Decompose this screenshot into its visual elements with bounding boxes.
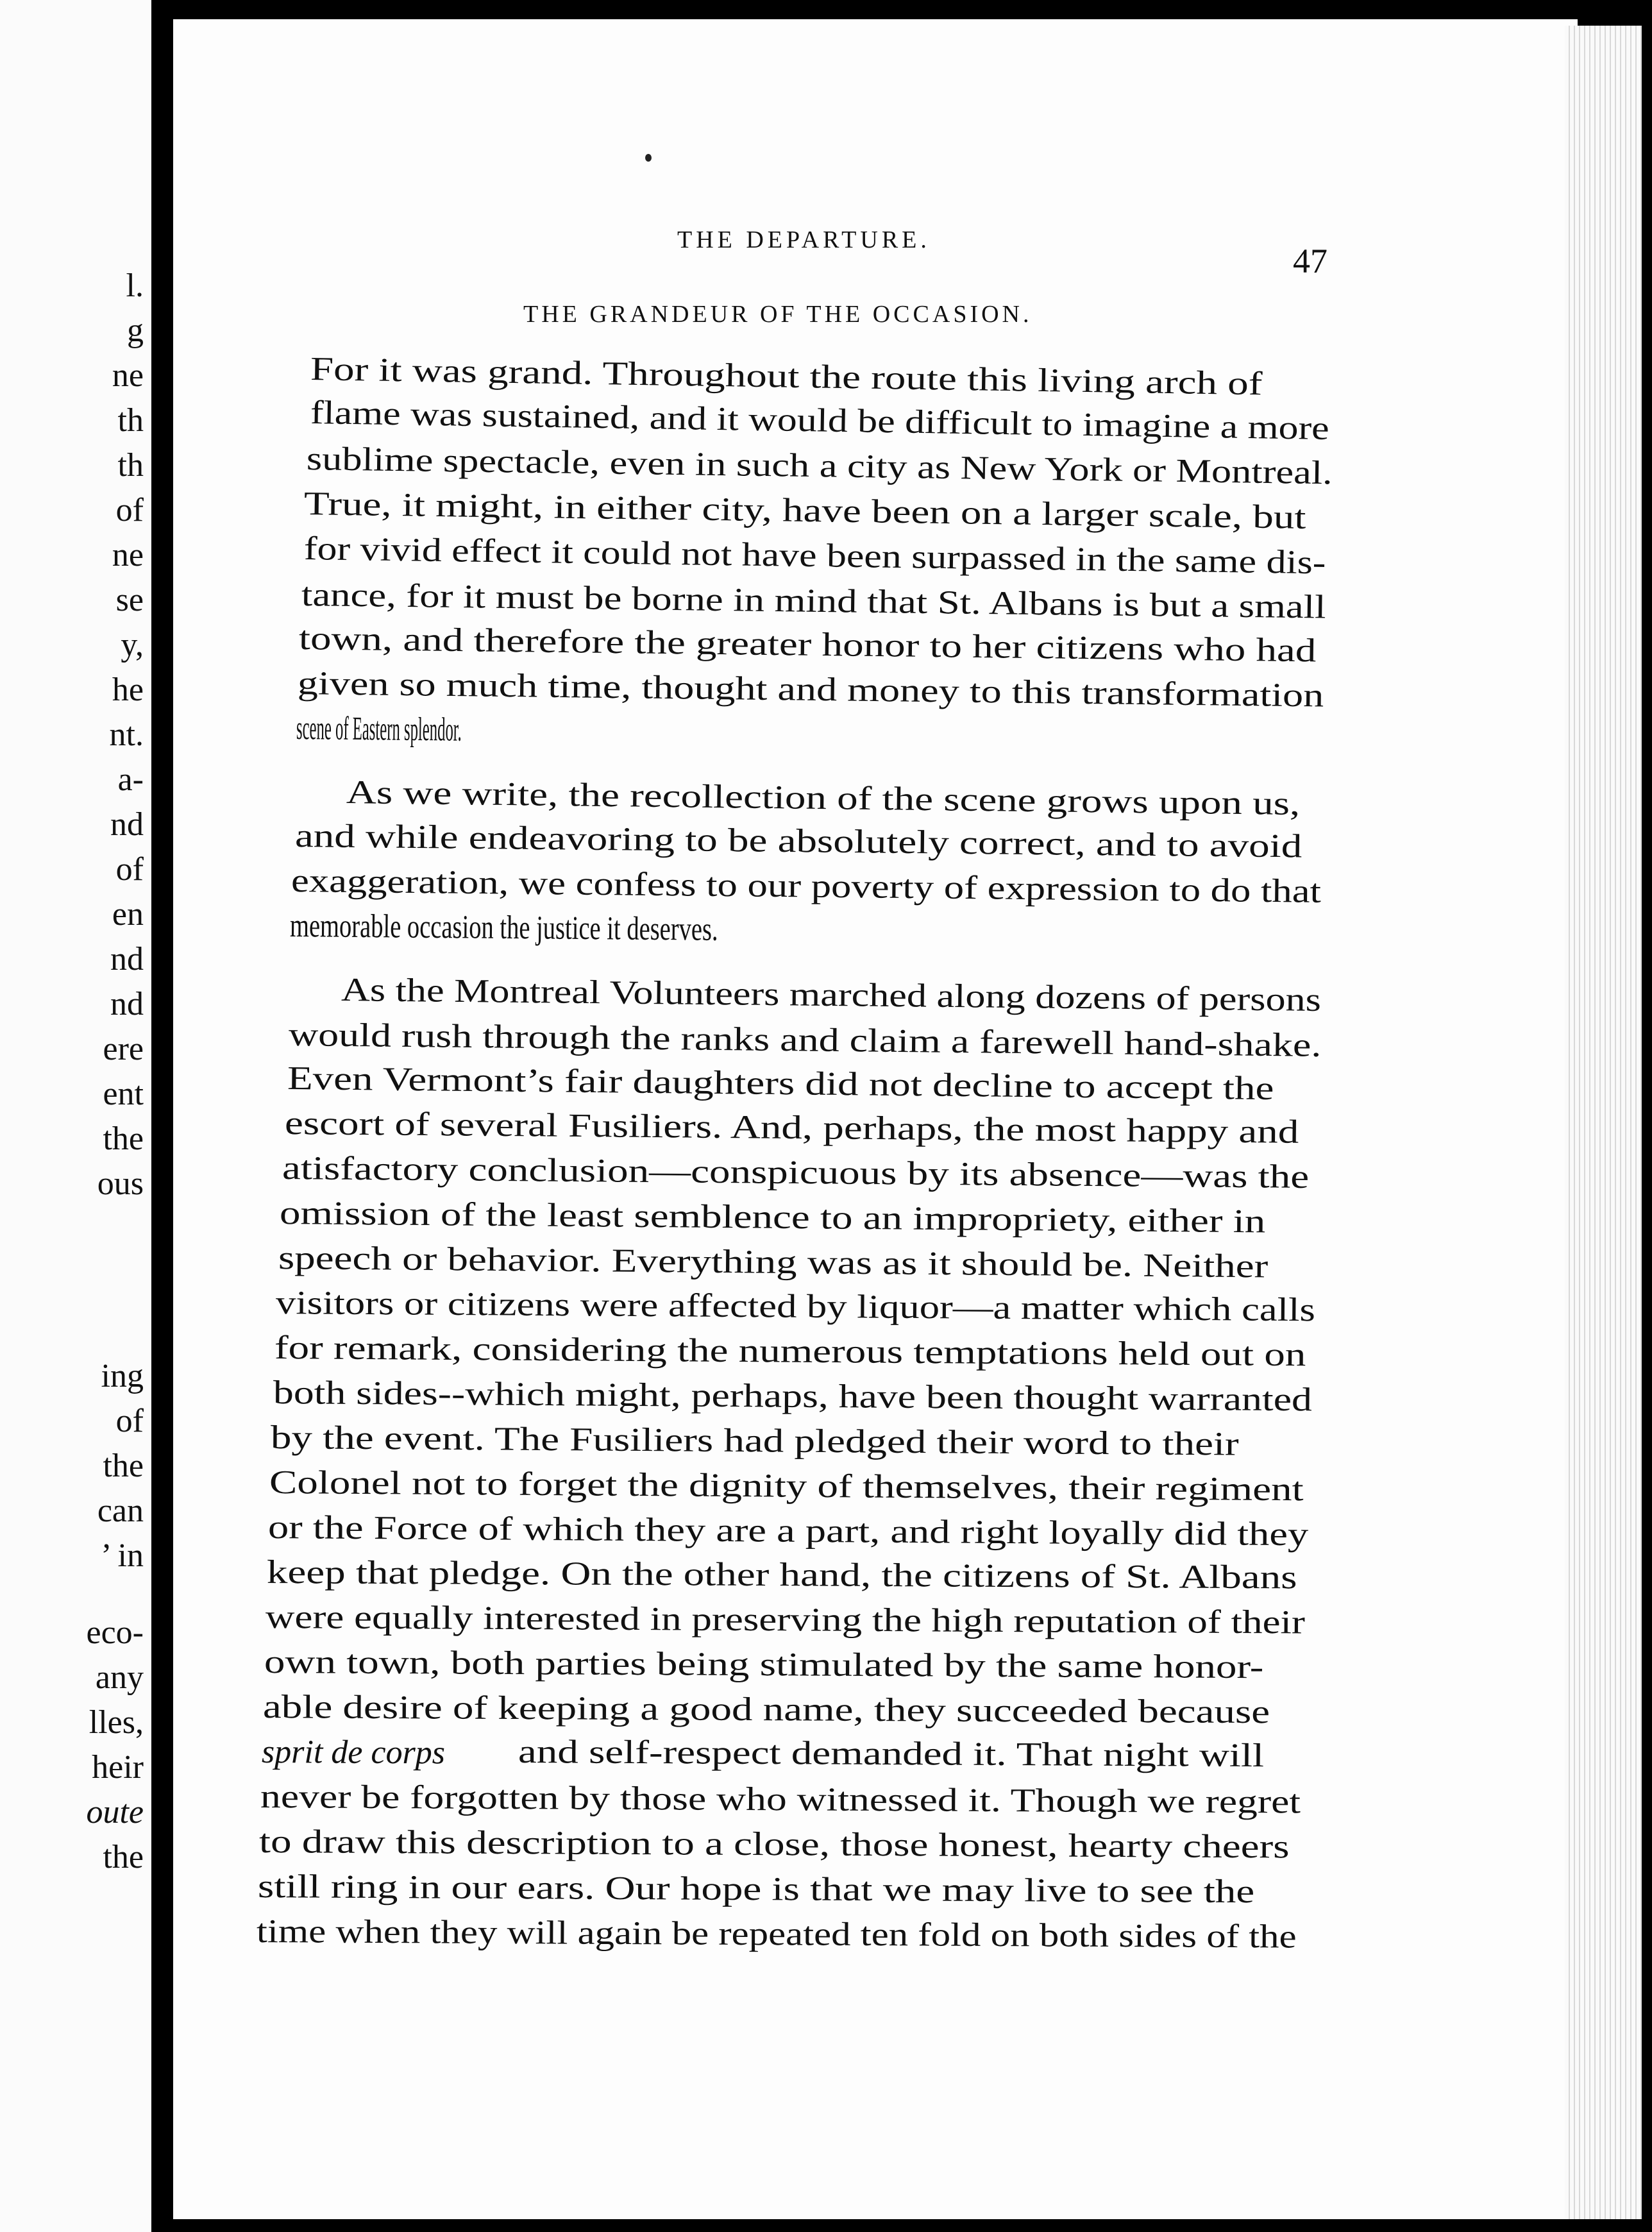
- left-fragment-line: en: [112, 896, 144, 933]
- text-line: escort of several Fusiliers. And, perhaps, the most happy and: [284, 1105, 1299, 1151]
- left-fragment-line: the: [103, 1120, 144, 1157]
- left-fragment-line: g: [127, 312, 144, 349]
- text-line: atisfactory conclusion—conspicuous by its absence—was the: [282, 1150, 1310, 1196]
- text-line: keep that pledge. On the other hand, the citizens of St. Albans: [266, 1554, 1297, 1596]
- text-line: omission of the least semblence to an impropriety, either in: [279, 1195, 1266, 1240]
- text-line: As the Montreal Volunteers marched along dozens of persons: [341, 972, 1322, 1019]
- left-fragment-line: of: [115, 851, 144, 888]
- left-fragment-line: y,: [121, 627, 144, 663]
- left-fragment-line: of: [115, 492, 144, 528]
- left-fragment-line: ent: [103, 1076, 144, 1112]
- scan-border: [1642, 0, 1652, 2232]
- text-line: able desire of keeping a good name, they succeeded because: [262, 1689, 1270, 1731]
- left-fragment-line: ’ in: [101, 1537, 144, 1574]
- text-line: never be forgotten by those who witnessed it. Though we regret: [260, 1779, 1301, 1821]
- previous-page-fragment: [0, 0, 151, 2232]
- text-line: As we write, the recollection of the scene grows upon us,: [346, 774, 1301, 823]
- text-line: for vivid effect it could not have been surpassed in the same dis-: [303, 530, 1326, 582]
- left-fragment-line: any: [95, 1659, 144, 1696]
- left-fragment-line: se: [115, 582, 144, 618]
- text-line: town, and therefore the greater honor to her citizens who had: [298, 620, 1317, 670]
- left-fragment-line: oute: [86, 1794, 144, 1830]
- text-line: memorable occasion the justice it deserves.: [289, 908, 718, 948]
- running-head: THE DEPARTURE.: [677, 226, 931, 253]
- left-fragment-line: ne: [112, 357, 144, 394]
- left-fragment-line: eco-: [86, 1614, 144, 1651]
- left-fragment-line: nd: [110, 986, 144, 1022]
- text-line: for remark, considering the numerous temptations held out on: [274, 1330, 1306, 1374]
- text-line: True, it might, in either city, have been on a larger scale, but: [303, 486, 1306, 536]
- italic-phrase: sprit de corps: [261, 1734, 446, 1771]
- text-line: would rush through the ranks and claim a farewell hand-shake.: [288, 1017, 1322, 1064]
- text-line: visitors or citizens were affected by liquor—a matter which calls: [275, 1285, 1316, 1329]
- left-fragment-line: the: [103, 1839, 144, 1875]
- text-line: flame was sustained, and it would be difficult to imagine a more: [310, 394, 1330, 447]
- left-fragment-line: the: [103, 1448, 144, 1484]
- text-line: still ring in our ears. Our hope is that we may live to see the: [257, 1868, 1255, 1911]
- left-fragment-line: of: [115, 1403, 144, 1439]
- left-fragment-line: th: [117, 402, 144, 439]
- text-line: and self-respect demanded it. That night will: [518, 1734, 1265, 1775]
- left-fragment-line: ere: [103, 1031, 144, 1067]
- text-line: own town, both parties being stimulated by the same honor-: [264, 1644, 1264, 1686]
- left-fragment-line: th: [117, 447, 144, 484]
- left-fragment-line: ne: [112, 537, 144, 573]
- section-heading: THE GRANDEUR OF THE OCCASION.: [523, 301, 1032, 328]
- page-edges: [1565, 26, 1642, 2219]
- text-line: time when they will again be repeated ten fold on both sides of the: [256, 1913, 1297, 1956]
- text-line: Even Vermont’s fair daughters did not decline to accept the: [287, 1060, 1274, 1108]
- left-fragment-line: nt.: [109, 716, 144, 753]
- text-line: tance, for it must be borne in mind that St. Albans is but a small: [301, 577, 1326, 626]
- page-number: 47: [1293, 242, 1328, 280]
- left-fragment-line: can: [97, 1492, 144, 1529]
- text-line: were equally interested in preserving the high reputation of their: [265, 1599, 1306, 1641]
- left-fragment-line: lles,: [88, 1704, 144, 1741]
- left-fragment-line: he: [112, 672, 144, 708]
- text-line: by the event. The Fusiliers had pledged their word to their: [270, 1419, 1239, 1463]
- left-fragment-line: ing: [101, 1358, 144, 1394]
- left-fragment-line: l.: [126, 267, 144, 304]
- text-line: For it was grand. Throughout the route this living arch of: [310, 351, 1263, 403]
- left-fragment-line: heir: [92, 1749, 144, 1786]
- text-line: given so much time, thought and money to this transformation: [297, 665, 1324, 714]
- text-line: scene of Eastern splendor.: [296, 710, 462, 748]
- text-line: both sides--which might, perhaps, have been thought warranted: [273, 1374, 1313, 1419]
- text-line: and while endeavoring to be absolutely correct, and to avoid: [294, 818, 1302, 865]
- text-line: speech or behavior. Everything was as it should be. Neither: [278, 1240, 1268, 1285]
- text-line: or the Force of which they are a part, and right loyally did they: [267, 1509, 1309, 1553]
- ink-dot: [645, 154, 652, 162]
- text-line: sublime spectacle, even in such a city as New York or Montreal.: [306, 441, 1333, 492]
- left-fragment-line: a-: [117, 761, 144, 798]
- left-fragment-line: nd: [110, 941, 144, 977]
- text-line: Colonel not to forget the dignity of themselves, their regiment: [269, 1464, 1304, 1509]
- text-line: to draw this description to a close, those honest, hearty cheers: [258, 1823, 1290, 1866]
- left-fragment-line: ous: [97, 1165, 144, 1202]
- book-gutter: [151, 0, 173, 2232]
- left-fragment-line: nd: [110, 806, 144, 843]
- text-line: exaggeration, we confess to our poverty of expression to do that: [291, 863, 1322, 910]
